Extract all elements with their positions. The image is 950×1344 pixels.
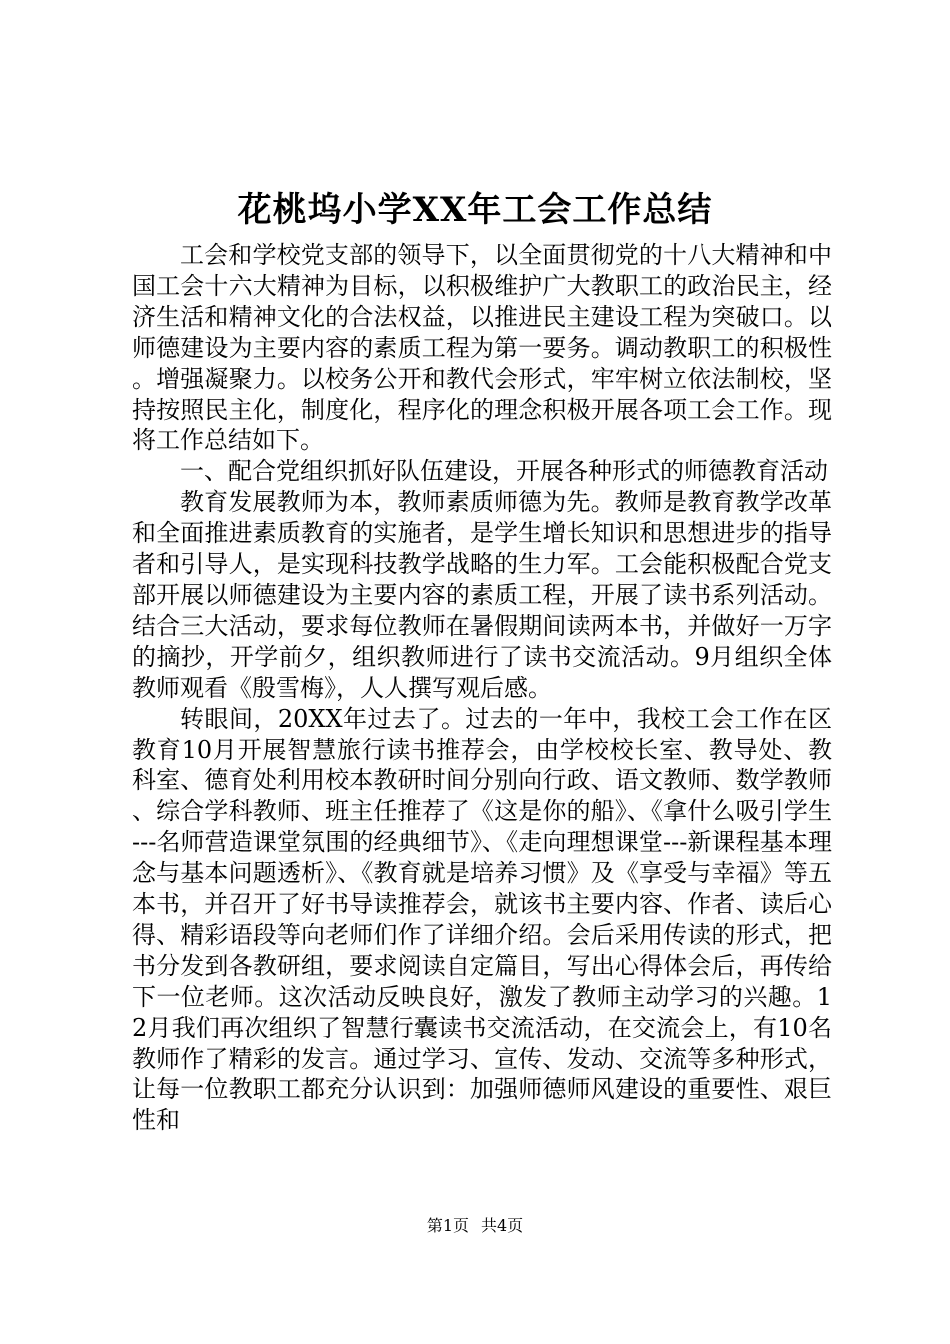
page-footer <box>0 1215 950 1237</box>
page-total: 共4页 <box>481 1216 524 1235</box>
intro-paragraph: 工会和学校党支部的领导下，以全面贯彻党的十八大精神和中国工会十六大精神为目标，以积极维护广大教职工的政治民主，经济生活和精神文化的合法权益，以推进民主建设工程为突破口。以师德建设为主要内容的素质工程为第一要务。调动教职工的积极性。增强凝聚力。以校务公开和教代会形式，牢牢树立依法制校，坚持按照民主化，制度化，程序化的理念积极开展各项工会工作。现将工作总结如下。 <box>132 241 832 455</box>
section-heading-1: 一、配合党组织抓好队伍建设，开展各种形式的师德教育活动 <box>180 457 828 486</box>
body-paragraph: 教育发展教师为本，教师素质师德为先。教师是教育教学改革和全面推进素质教育的实施者，是学生增长知识和思想进步的指导者和引导人，是实现科技教学战略的生力军。工会能积极配合党支部开展以师德建设为主要内容的素质工程，开展了读书系列活动。结合三大活动，要求每位教师在暑假期间读两本书，并做好一万字的摘抄，开学前夕，组织教师进行了读书交流活动。9月组织全体教师观看《殷雪梅》，人人撰写观后感。 <box>132 488 832 702</box>
document-body <box>132 240 832 1136</box>
page-number: 第1页 <box>426 1216 469 1235</box>
document-title: 花桃坞小学XX年工会工作总结 <box>237 190 713 230</box>
body-paragraph: 转眼间，20XX年过去了。过去的一年中，我校工会工作在区教育10月开展智慧旅行读书推荐会，由学校校长室、教导处、教科室、德育处利用校本教研时间分别向行政、语文教师、数学教师、综合学科教师、班主任推荐了《这是你的船》、《拿什么吸引学生---名师营造课堂氛围的经典细节》、《走向理想课堂---新课程基本理念与基本问题透析》、《教育就是培养习惯》及《享受与幸福》等五本书，并召开了好书导读推荐会，就该书主要内容、作者、读后心得、精彩语段等向老师们作了详细介绍。会后采用传读的形式，把书分发到各教研组，要求阅读自定篇目，写出心得体会后，再传给下一位老师。这次活动反映良好，激发了教师主动学习的兴趣。12月我们再次组织了智慧行囊读书交流活动，在交流会上，有10名教师作了精彩的发言。通过学习、宣传、发动、交流等多种形式，让每一位教职工都充分认识到：加强师德师风建设的重要性、艰巨性和 <box>132 704 832 1135</box>
